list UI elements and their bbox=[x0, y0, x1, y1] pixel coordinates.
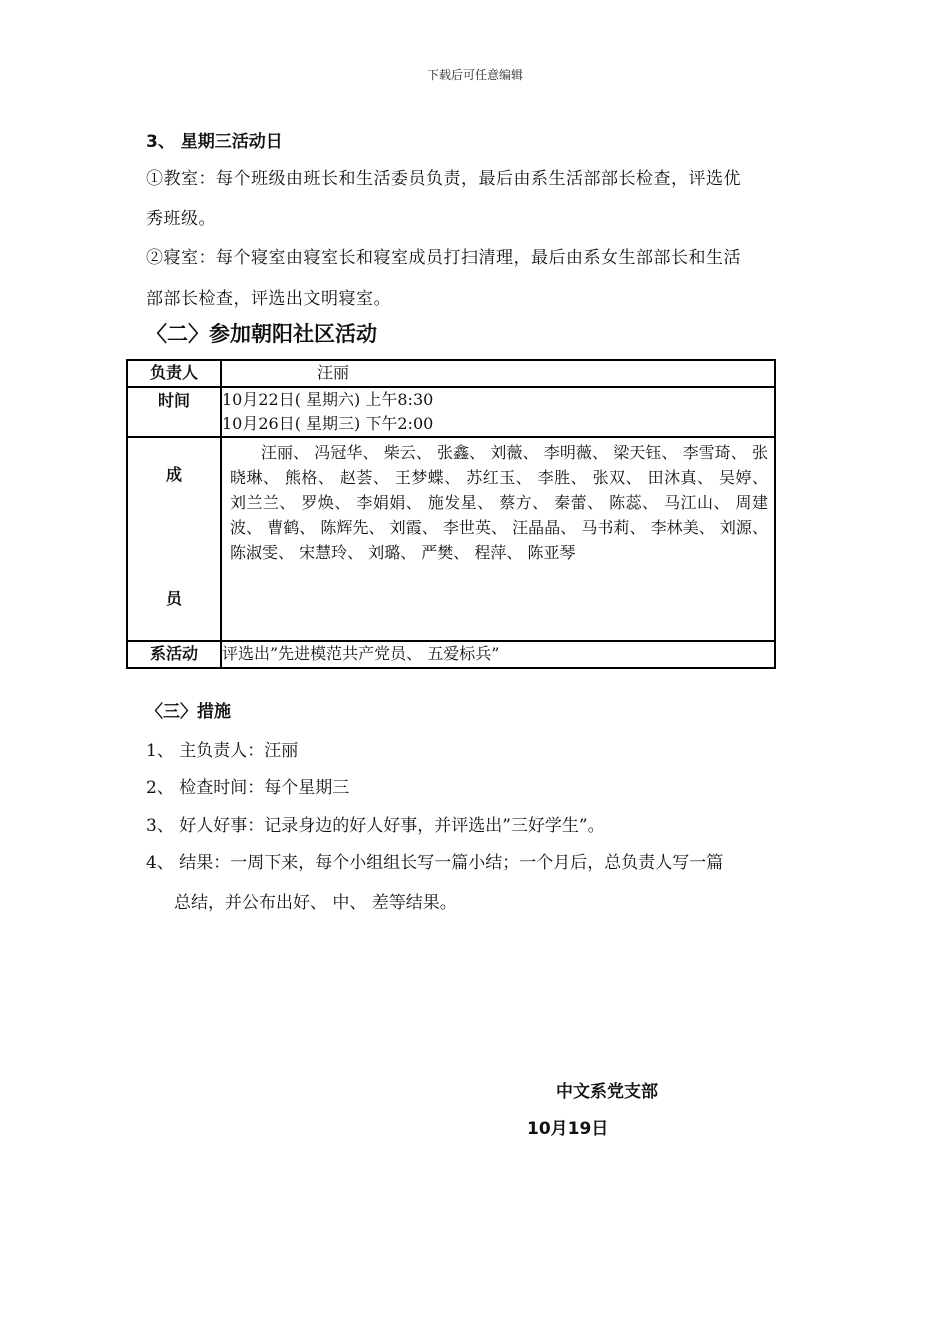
section3-line: ②寝室：每个寝室由寝室长和寝室成员打扫清理，最后由系女生部部长和生活 bbox=[146, 248, 741, 268]
member-name: 刘源、 bbox=[719, 518, 768, 537]
section3-line: 秀班级。 bbox=[146, 209, 216, 229]
time-value bbox=[221, 387, 775, 437]
member-name: 陈淑雯、 bbox=[230, 543, 300, 562]
member-name: 汪晶晶、 bbox=[512, 518, 582, 537]
section3-heading: 3、 星期三活动日 bbox=[146, 132, 283, 152]
member-name: 秦蕾、 bbox=[554, 493, 610, 512]
measure-item: 2、 检查时间：每个星期三 bbox=[146, 778, 350, 798]
measure-item-continued: 总结，并公布出好、 中、 差等结果。 bbox=[174, 893, 457, 913]
member-name: 李世英、 bbox=[442, 518, 513, 537]
member-name: 马江山、 bbox=[664, 493, 736, 512]
time-value-line: 10月22日( 星期六) 上午8:30 bbox=[222, 390, 434, 409]
member-name: 周建波、 bbox=[230, 493, 768, 537]
member-name: 熊格、 bbox=[284, 468, 340, 487]
leader-value: 汪丽 bbox=[221, 360, 775, 387]
member-name: 冯冠华、 bbox=[314, 443, 384, 462]
members-label bbox=[127, 437, 221, 641]
member-name: 施发星、 bbox=[427, 493, 500, 512]
member-name: 汪丽、 bbox=[260, 443, 315, 462]
member-name: 张鑫、 bbox=[437, 443, 491, 462]
member-name: 赵荟、 bbox=[339, 468, 395, 487]
section3-line: 部部长检查，评选出文明寝室。 bbox=[146, 289, 391, 309]
member-name: 蔡方、 bbox=[499, 493, 555, 512]
activity-label: 系活动 bbox=[127, 641, 221, 668]
member-name: 刘霞、 bbox=[389, 518, 443, 537]
member-name: 苏红玉、 bbox=[466, 468, 538, 487]
table-row bbox=[127, 387, 775, 437]
member-name: 李娟娟、 bbox=[356, 493, 428, 512]
member-name: 张晓琳、 bbox=[230, 443, 769, 487]
time-label: 时间 bbox=[127, 387, 221, 437]
member-name: 马书莉、 bbox=[581, 518, 651, 537]
members-indent bbox=[230, 443, 261, 462]
member-name: 刘兰兰、 bbox=[230, 493, 302, 512]
part2-heading: 〈二〉参加朝阳社区活动 bbox=[146, 322, 377, 346]
table-row bbox=[127, 437, 775, 641]
measure-item: 1、 主负责人：汪丽 bbox=[146, 741, 299, 761]
members-label-top: 成 bbox=[165, 465, 182, 484]
member-name: 王梦蝶、 bbox=[394, 468, 467, 487]
measure-item: 4、 结果：一周下来，每个小组组长写一篇小结；一个月后，总负责人写一篇 bbox=[146, 853, 724, 873]
signature-org: 中文系党支部 bbox=[556, 1082, 658, 1102]
member-name: 程萍、 bbox=[474, 543, 528, 562]
member-name: 李林美、 bbox=[650, 518, 720, 537]
time-value-line: 10月26日( 星期三) 下午2:00 bbox=[222, 414, 434, 433]
measures-title: 〈三〉措施 bbox=[146, 702, 231, 722]
member-name: 陈蕊、 bbox=[609, 493, 665, 512]
member-name: 李胜、 bbox=[537, 468, 593, 487]
members-label-bottom: 员 bbox=[165, 589, 182, 608]
member-name: 刘璐、 bbox=[368, 543, 422, 562]
member-name: 梁天钰、 bbox=[613, 443, 683, 462]
table-row bbox=[127, 360, 775, 387]
leader-label: 负责人 bbox=[127, 360, 221, 387]
member-name: 田沐真、 bbox=[647, 468, 720, 487]
member-name: 曹鹤、 bbox=[267, 518, 321, 537]
activity-value: 评选出”先进模范共产党员、 五爱标兵” bbox=[221, 641, 775, 668]
member-name: 刘薇、 bbox=[490, 443, 544, 462]
measure-item: 3、 好人好事：记录身边的好人好事，并评选出”三好学生”。 bbox=[146, 816, 605, 836]
member-name: 李明薇、 bbox=[543, 443, 614, 462]
members-list bbox=[222, 438, 774, 565]
member-name: 罗焕、 bbox=[301, 493, 357, 512]
signature-date: 10月19日 bbox=[527, 1119, 609, 1139]
activity-table bbox=[126, 359, 776, 669]
member-name: 柴云、 bbox=[383, 443, 438, 462]
member-name: 陈辉先、 bbox=[320, 518, 390, 537]
member-name: 张双、 bbox=[592, 468, 648, 487]
section3-line: ①教室：每个班级由班长和生活委员负责，最后由系生活部部长检查，评选优 bbox=[146, 169, 741, 189]
header-note: 下载后可任意编辑 bbox=[426, 68, 523, 82]
member-name: 陈亚琴 bbox=[527, 543, 576, 562]
member-name: 严樊、 bbox=[421, 543, 475, 562]
table-row bbox=[127, 641, 775, 668]
member-name: 宋慧玲、 bbox=[299, 543, 369, 562]
member-name: 吴婷、 bbox=[719, 468, 768, 487]
members-cell bbox=[221, 437, 775, 641]
member-name: 李雪琦、 bbox=[682, 443, 753, 462]
